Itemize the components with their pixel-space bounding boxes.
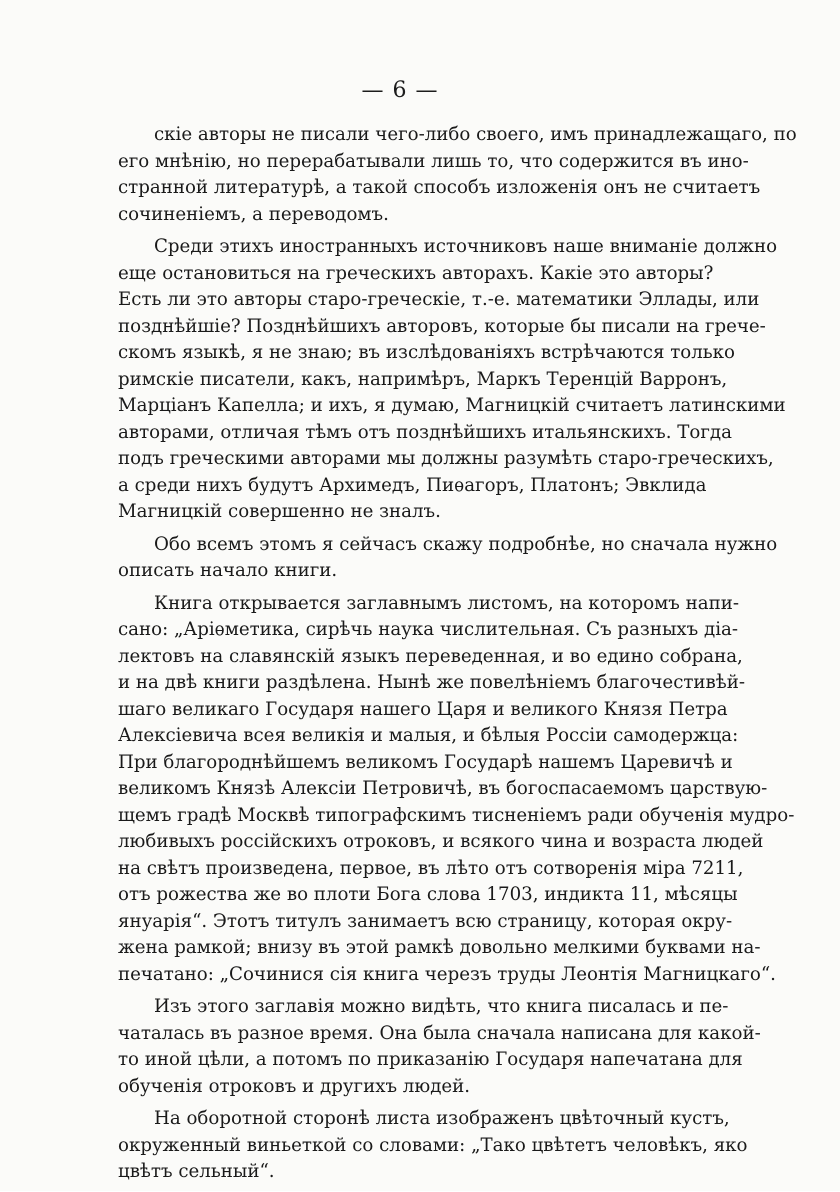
text-line: отъ рожества же во плоти Бога слова 1703, индикта 11, мѣсяцы xyxy=(118,884,738,905)
text-line: сано: „Аріѳметика, сирѣчь наука числительная. Съ разныхъ діа- xyxy=(118,619,739,640)
text-line: его мнѣнію, но перерабатывали лишь то, что содержится въ ино- xyxy=(118,150,749,172)
text-line: януарія“. Этотъ титулъ занимаетъ всю страницу, которая окру- xyxy=(118,910,733,932)
text-line: Есть ли это авторы старо-греческіе, т.-е. математики Эллады, или xyxy=(118,289,760,310)
text-line: а среди нихъ будутъ Архимедъ, Пиѳагоръ, Платонъ; Эвклида xyxy=(118,474,707,496)
text-line: чаталась въ разное время. Она была сначала написана для какой- xyxy=(118,1022,761,1044)
text-line: цвѣтъ сельный“. xyxy=(118,1161,275,1182)
paragraph xyxy=(118,532,778,585)
text-line: Изъ этого заглавія можно видѣть, что книга писалась и пе- xyxy=(154,996,729,1017)
text-line: подъ греческими авторами мы должны разумѣть старо-греческихъ, xyxy=(118,448,774,469)
text-line: печатано: „Сочинися сія книга черезъ труды Леонтія Магницкаго“. xyxy=(118,963,776,985)
text-line: шаго великаго Государя нашего Царя и великого Князя Петра xyxy=(118,698,728,720)
text-line: Алексіевича всея великія и малыя, и бѣлыя Россіи самодержца: xyxy=(118,725,739,746)
text-line: описать начало книги. xyxy=(118,560,338,581)
text-line: великомъ Князѣ Алексіи Петровичѣ, въ богоспасаемомъ царствую- xyxy=(118,778,768,799)
text-line: то иной цѣли, а потомъ по приказанію Государя напечатана для xyxy=(118,1049,743,1070)
text-line: сочиненіемъ, а переводомъ. xyxy=(118,203,389,225)
text-line: Обо всемъ этомъ я сейчасъ скажу подробнѣе, но сначала нужно xyxy=(154,533,778,555)
text-line: обученія отроковъ и другихъ людей. xyxy=(118,1075,471,1097)
paragraph xyxy=(118,1106,748,1186)
text-line: окруженный виньеткой со словами: „Тако цвѣтетъ человѣкъ, яко xyxy=(118,1134,748,1156)
page-number: — 6 — xyxy=(361,78,439,103)
text-line: позднѣйшіе? Позднѣйшихъ авторовъ, которые бы писали на грече- xyxy=(118,315,766,337)
text-line: лектовъ на славянскій языкъ переведенная, и во едино собрана, xyxy=(118,645,743,667)
text-line: еще остановиться на греческихъ авторахъ. Какіе это авторы? xyxy=(118,262,714,284)
text-line: странной литературѣ, а такой способъ изложенія онъ не считаетъ xyxy=(118,177,761,198)
text-line: скомъ языкѣ, я не знаю; въ изслѣдованіяхъ встрѣчаются только xyxy=(118,342,735,363)
text-line: скіе авторы не писали чего-либо своего, имъ принадлежащаго, по xyxy=(154,124,797,145)
text-line: жена рамкой; внизу въ этой рамкѣ довольно мелкими буквами на- xyxy=(118,937,761,958)
text-line: римскіе писатели, какъ, напримѣръ, Маркъ Теренцій Варронъ, xyxy=(118,368,728,390)
text-line: Книга открывается заглавнымъ листомъ, на которомъ напи- xyxy=(154,592,740,614)
text-line: любивыхъ россійскихъ отроковъ, и всякого чина и возраста людей xyxy=(118,831,764,852)
text-line: авторами, отличая тѣмъ отъ позднѣйшихъ итальянскихъ. Тогда xyxy=(118,421,732,443)
text-line: щемъ градѣ Москвѣ типографскимъ тисненіемъ ради обученія мудро- xyxy=(118,804,795,826)
text-line: Магницкій совершенно не зналъ. xyxy=(118,501,441,522)
page-body xyxy=(118,122,797,1192)
text-line: При благороднѣйшемъ великомъ Государѣ нашемъ Царевичѣ и xyxy=(118,751,733,773)
text-line: Среди этихъ иностранныхъ источниковъ наше вниманіе должно xyxy=(154,236,778,257)
paragraph xyxy=(118,122,797,228)
paragraph xyxy=(118,994,761,1100)
paragraph xyxy=(118,234,786,526)
text-line: на свѣтъ произведена, первое, въ лѣто отъ сотворенія міра 7211, xyxy=(118,857,744,879)
paragraph xyxy=(118,591,795,989)
text-line: и на двѣ книги раздѣлена. Нынѣ же повелѣніемъ благочестивѣй- xyxy=(118,672,746,693)
text-line: Марціанъ Капелла; и ихъ, я думаю, Магницкій считаетъ латинскими xyxy=(118,395,786,416)
text-line: На оборотной сторонѣ листа изображенъ цвѣточный кустъ, xyxy=(154,1108,730,1129)
